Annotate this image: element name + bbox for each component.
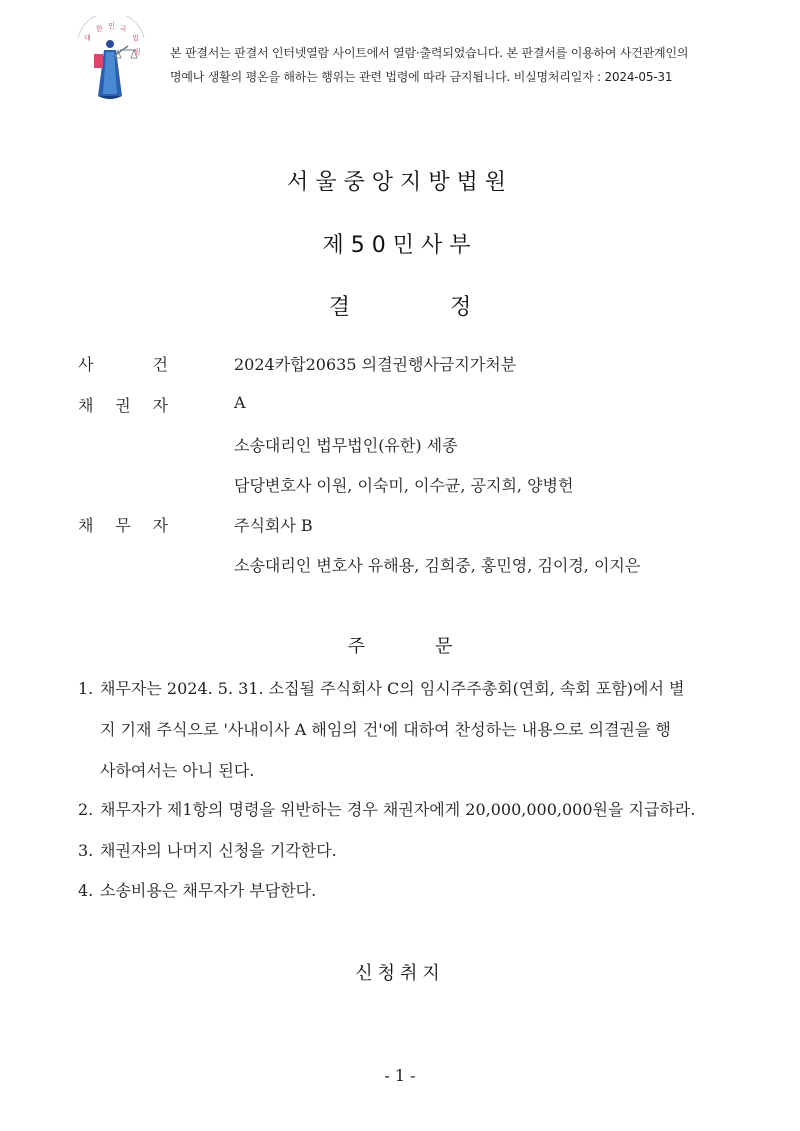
- document-type-title: [0, 290, 800, 321]
- svg-text:민: 민: [108, 22, 115, 30]
- order-item-1-cont-1: 지 기재 주식으로 '사내이사 A 해임의 건'에 대하여 찬성하는 내용으로 의결권을 행: [100, 720, 671, 739]
- party-label-creditor: [78, 393, 168, 416]
- label-char: 건: [152, 355, 168, 374]
- order-item-3: [78, 838, 337, 861]
- page-number: - 1 -: [384, 1066, 416, 1085]
- order-item-number: 2.: [78, 800, 94, 819]
- order-item-text: 소송비용은 채무자가 부담한다.: [100, 881, 317, 900]
- order-item-1-cont-2: 사하여서는 아니 된다.: [100, 761, 255, 780]
- doc-type-char-1: 결: [328, 295, 350, 320]
- order-title-char-2: 문: [435, 636, 453, 657]
- debtor-lawyers: 소송대리인 변호사 유해용, 김희중, 홍민영, 김이경, 이지은: [234, 556, 641, 575]
- order-item-2: [78, 797, 695, 820]
- order-item-text: 채무자가 제1항의 명령을 위반하는 경우 채권자에게 20,000,000,000원을 지급하라.: [100, 800, 696, 819]
- order-item-text: 채권자의 나머지 신청을 기각한다.: [100, 841, 337, 860]
- creditor-agent: 소송대리인 법무법인(유한) 세종: [234, 436, 458, 455]
- label-char: 채: [78, 396, 94, 415]
- party-label-case: [78, 352, 168, 375]
- label-char: 자: [152, 396, 168, 415]
- order-title-char-1: 주: [347, 636, 365, 657]
- order-item-text: 채무자는 2024. 5. 31. 소집될 주식회사 C의 임시주주총회(연회, 속회 포함)에서 별: [100, 679, 685, 698]
- notice-line-2: 명예나 생활의 평온을 해하는 행위는 관련 법령에 따라 금지됩니다. 비실명처리일자 : 2024-05-31: [170, 70, 673, 84]
- order-item-number: 3.: [78, 841, 94, 860]
- creditor-lawyers: 담당변호사 이원, 이숙미, 이수균, 공지희, 양병헌: [234, 476, 574, 495]
- division-name: 제50민사부: [322, 233, 478, 258]
- svg-text:법: 법: [132, 34, 139, 42]
- debtor-name: 주식회사 B: [234, 516, 313, 535]
- creditor-name: A: [234, 393, 246, 412]
- svg-text:원: 원: [134, 48, 141, 56]
- order-item-1: [78, 676, 685, 699]
- svg-text:한: 한: [96, 25, 103, 33]
- svg-text:대: 대: [84, 34, 91, 42]
- court-name: 서울중앙지방법원: [286, 170, 514, 195]
- label-char: 권: [115, 396, 131, 415]
- petition-section-title: 신청취지: [355, 963, 445, 984]
- label-char: 무: [115, 516, 131, 535]
- order-item-number: 1.: [78, 679, 94, 698]
- label-char: 채: [78, 516, 94, 535]
- order-section-title: [0, 632, 800, 658]
- order-item-number: 4.: [78, 881, 94, 900]
- doc-type-char-2: 정: [450, 295, 472, 320]
- label-char: 사: [78, 355, 94, 374]
- label-char: 자: [152, 516, 168, 535]
- court-emblem-logo: [70, 16, 152, 102]
- svg-text:국: 국: [120, 25, 127, 33]
- notice-line-1: 본 판결서는 판결서 인터넷열람 사이트에서 열람·출력되었습니다. 본 판결서를 이용하여 사건관계인의: [170, 46, 689, 60]
- header-notice: [170, 41, 770, 89]
- party-label-debtor: [78, 513, 168, 536]
- order-item-4: [78, 878, 316, 901]
- case-number-title: 2024카합20635 의결권행사금지가처분: [234, 355, 517, 374]
